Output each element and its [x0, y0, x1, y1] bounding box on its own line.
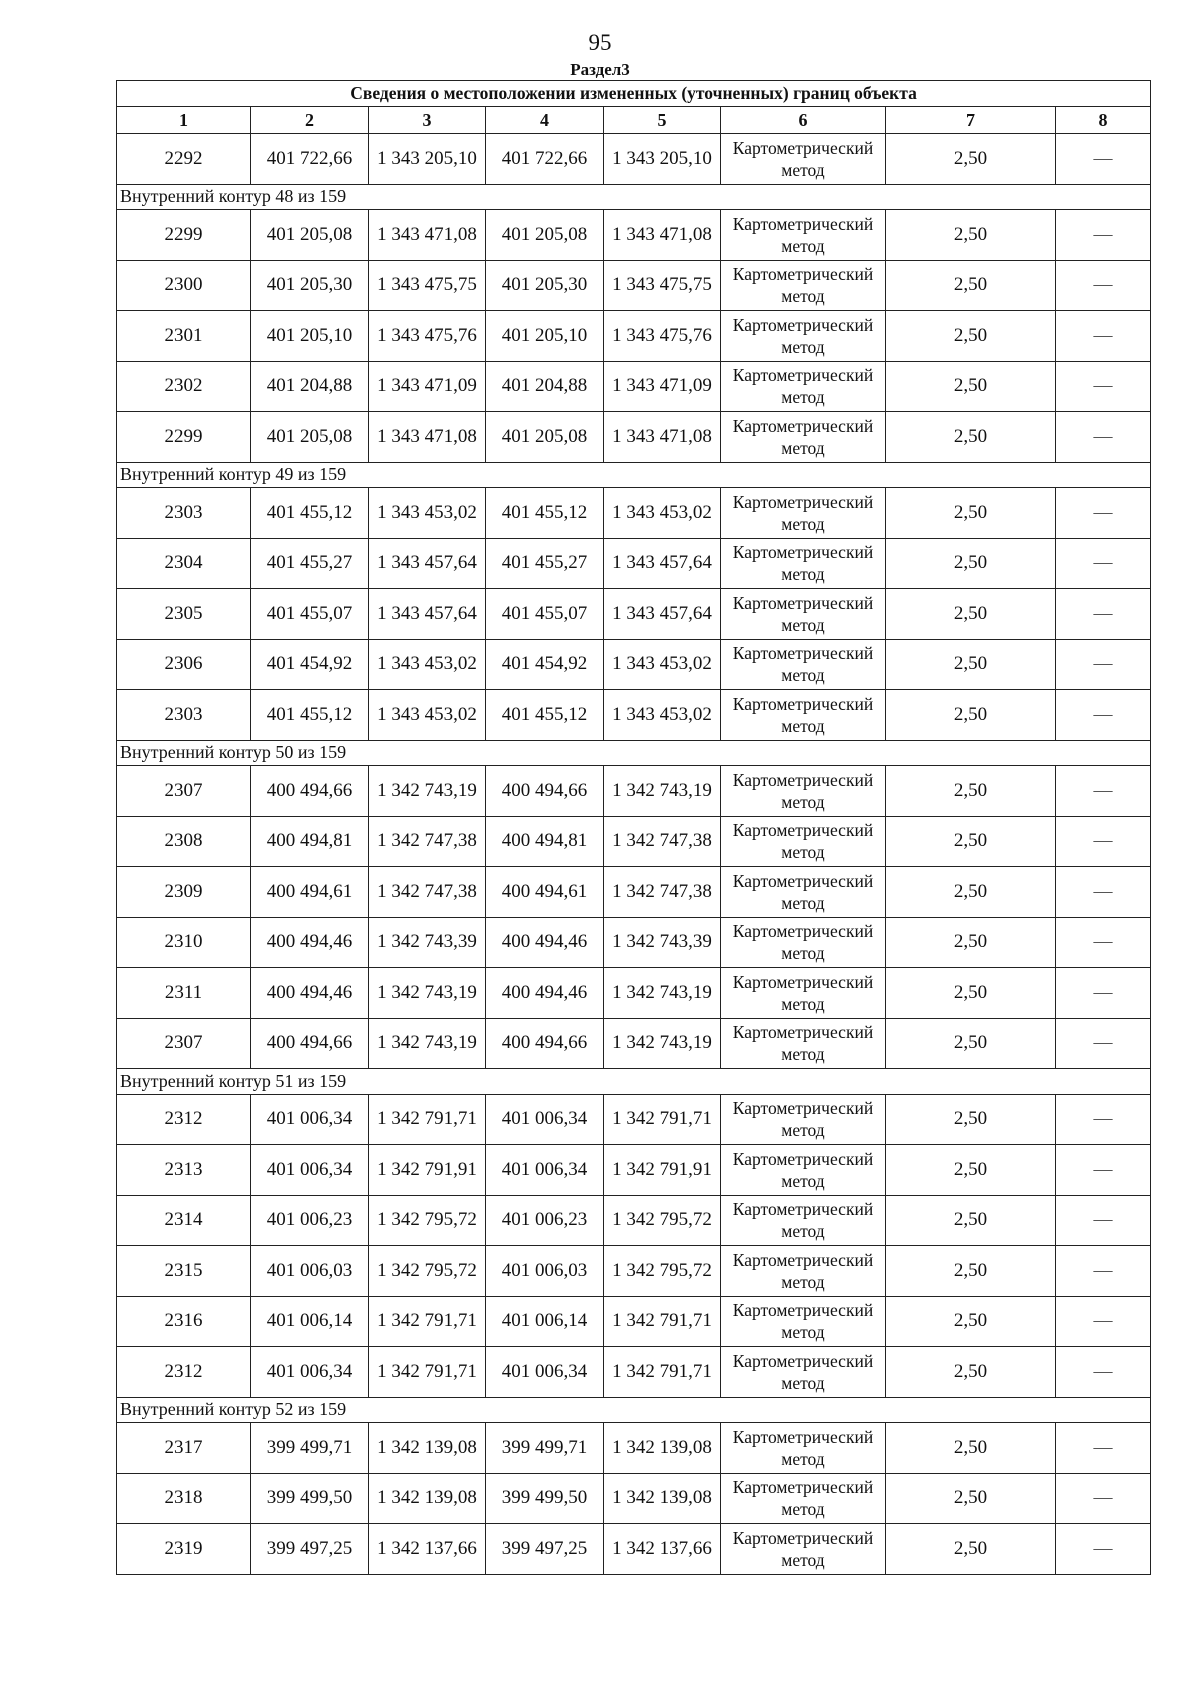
cell-point-number: 2299 [117, 412, 251, 463]
cell-accuracy: 2,50 [886, 361, 1056, 412]
cell-method: Картометрический метод [721, 1195, 886, 1246]
table-row [117, 1473, 1151, 1524]
cell-description: — [1056, 1423, 1151, 1474]
cell-x-new: 401 006,34 [486, 1347, 604, 1398]
section-title: Раздел3 [570, 60, 630, 79]
table-caption: Сведения о местоположении измененных (уточненных) границ объекта [117, 81, 1151, 107]
cell-y-new: 1 342 139,08 [604, 1423, 721, 1474]
cell-point-number: 2314 [117, 1195, 251, 1246]
cell-accuracy: 2,50 [886, 311, 1056, 362]
cell-x-old: 401 455,12 [251, 690, 369, 741]
page-number: 95 [588, 30, 612, 55]
cell-method: Картометрический метод [721, 589, 886, 640]
cell-accuracy: 2,50 [886, 1195, 1056, 1246]
cell-y-new: 1 343 457,64 [604, 538, 721, 589]
cell-y-new: 1 342 747,38 [604, 816, 721, 867]
cell-x-new: 400 494,61 [486, 867, 604, 918]
cell-x-old: 401 006,34 [251, 1145, 369, 1196]
cell-accuracy: 2,50 [886, 766, 1056, 817]
cell-point-number: 2318 [117, 1473, 251, 1524]
cell-x-old: 401 205,10 [251, 311, 369, 362]
cell-y-old: 1 342 743,39 [369, 917, 486, 968]
cell-x-old: 401 204,88 [251, 361, 369, 412]
cell-method: Картометрический метод [721, 867, 886, 918]
cell-y-new: 1 342 747,38 [604, 867, 721, 918]
cell-x-new: 399 497,25 [486, 1524, 604, 1575]
cell-description: — [1056, 412, 1151, 463]
cell-x-new: 401 205,10 [486, 311, 604, 362]
cell-description: — [1056, 690, 1151, 741]
cell-x-old: 401 455,12 [251, 488, 369, 539]
cell-method: Картометрический метод [721, 1296, 886, 1347]
cell-description: — [1056, 1246, 1151, 1297]
cell-x-old: 401 205,08 [251, 412, 369, 463]
cell-y-new: 1 343 453,02 [604, 488, 721, 539]
cell-y-new: 1 342 139,08 [604, 1473, 721, 1524]
cell-method: Картометрический метод [721, 1145, 886, 1196]
cell-y-old: 1 343 471,08 [369, 412, 486, 463]
cell-y-new: 1 342 791,91 [604, 1145, 721, 1196]
cell-point-number: 2307 [117, 1018, 251, 1069]
table-row [117, 589, 1151, 640]
cell-y-old: 1 343 453,02 [369, 488, 486, 539]
table-row [117, 816, 1151, 867]
cell-method: Картометрический метод [721, 311, 886, 362]
cell-accuracy: 2,50 [886, 488, 1056, 539]
table-row [117, 917, 1151, 968]
cell-y-new: 1 343 475,76 [604, 311, 721, 362]
contour-label: Внутренний контур 48 из 159 [117, 184, 1151, 210]
cell-y-new: 1 343 453,02 [604, 639, 721, 690]
contour-row [117, 1397, 1151, 1423]
cell-point-number: 2319 [117, 1524, 251, 1575]
cell-y-new: 1 343 475,75 [604, 260, 721, 311]
cell-description: — [1056, 1018, 1151, 1069]
cell-description: — [1056, 488, 1151, 539]
cell-x-old: 399 499,71 [251, 1423, 369, 1474]
cell-x-new: 401 455,12 [486, 690, 604, 741]
cell-x-new: 401 455,12 [486, 488, 604, 539]
cell-x-new: 400 494,46 [486, 968, 604, 1019]
table-row [117, 260, 1151, 311]
cell-description: — [1056, 968, 1151, 1019]
cell-accuracy: 2,50 [886, 589, 1056, 640]
cell-method: Картометрический метод [721, 412, 886, 463]
table-row [117, 1296, 1151, 1347]
column-header-1: 1 [117, 107, 251, 134]
cell-description: — [1056, 1347, 1151, 1398]
cell-method: Картометрический метод [721, 816, 886, 867]
column-header-8: 8 [1056, 107, 1151, 134]
table-row [117, 1145, 1151, 1196]
column-header-2: 2 [251, 107, 369, 134]
cell-description: — [1056, 867, 1151, 918]
cell-y-old: 1 343 453,02 [369, 639, 486, 690]
cell-method: Картометрический метод [721, 1524, 886, 1575]
cell-description: — [1056, 766, 1151, 817]
cell-point-number: 2292 [117, 134, 251, 185]
column-header-7: 7 [886, 107, 1056, 134]
cell-x-old: 401 006,14 [251, 1296, 369, 1347]
cell-y-old: 1 342 743,19 [369, 766, 486, 817]
cell-x-new: 401 454,92 [486, 639, 604, 690]
cell-y-old: 1 343 453,02 [369, 690, 486, 741]
contour-row [117, 740, 1151, 766]
cell-method: Картометрический метод [721, 639, 886, 690]
cell-y-new: 1 343 453,02 [604, 690, 721, 741]
cell-description: — [1056, 589, 1151, 640]
cell-y-old: 1 343 475,76 [369, 311, 486, 362]
cell-y-new: 1 343 457,64 [604, 589, 721, 640]
cell-x-new: 401 006,14 [486, 1296, 604, 1347]
cell-x-new: 400 494,81 [486, 816, 604, 867]
cell-point-number: 2303 [117, 488, 251, 539]
contour-label: Внутренний контур 49 из 159 [117, 462, 1151, 488]
cell-method: Картометрический метод [721, 1018, 886, 1069]
cell-y-new: 1 342 743,19 [604, 968, 721, 1019]
cell-point-number: 2317 [117, 1423, 251, 1474]
cell-description: — [1056, 538, 1151, 589]
cell-method: Картометрический метод [721, 1347, 886, 1398]
column-header-6: 6 [721, 107, 886, 134]
cell-description: — [1056, 1473, 1151, 1524]
cell-x-old: 401 455,07 [251, 589, 369, 640]
table-row [117, 867, 1151, 918]
table-row [117, 412, 1151, 463]
cell-accuracy: 2,50 [886, 1423, 1056, 1474]
cell-x-old: 400 494,46 [251, 968, 369, 1019]
cell-point-number: 2305 [117, 589, 251, 640]
contour-label: Внутренний контур 52 из 159 [117, 1397, 1151, 1423]
cell-y-old: 1 342 791,71 [369, 1296, 486, 1347]
cell-method: Картометрический метод [721, 488, 886, 539]
cell-accuracy: 2,50 [886, 1018, 1056, 1069]
cell-x-old: 399 499,50 [251, 1473, 369, 1524]
cell-x-new: 400 494,66 [486, 766, 604, 817]
cell-x-new: 401 205,08 [486, 210, 604, 261]
cell-y-old: 1 343 471,08 [369, 210, 486, 261]
cell-x-old: 400 494,46 [251, 917, 369, 968]
cell-x-old: 401 006,23 [251, 1195, 369, 1246]
cell-description: — [1056, 210, 1151, 261]
cell-x-new: 401 006,23 [486, 1195, 604, 1246]
cell-point-number: 2310 [117, 917, 251, 968]
cell-accuracy: 2,50 [886, 867, 1056, 918]
cell-x-new: 401 006,34 [486, 1094, 604, 1145]
table-row [117, 488, 1151, 539]
cell-y-old: 1 343 457,64 [369, 538, 486, 589]
table-row [117, 1347, 1151, 1398]
cell-accuracy: 2,50 [886, 639, 1056, 690]
cell-point-number: 2313 [117, 1145, 251, 1196]
table-row [117, 639, 1151, 690]
cell-method: Картометрический метод [721, 260, 886, 311]
table-row [117, 1423, 1151, 1474]
column-header-3: 3 [369, 107, 486, 134]
cell-point-number: 2311 [117, 968, 251, 1019]
cell-x-new: 401 205,08 [486, 412, 604, 463]
table-row [117, 1524, 1151, 1575]
cell-point-number: 2315 [117, 1246, 251, 1297]
cell-y-new: 1 343 471,08 [604, 412, 721, 463]
cell-x-new: 401 204,88 [486, 361, 604, 412]
cell-accuracy: 2,50 [886, 917, 1056, 968]
cell-y-new: 1 342 743,19 [604, 766, 721, 817]
cell-x-old: 401 205,30 [251, 260, 369, 311]
cell-method: Картометрический метод [721, 968, 886, 1019]
cell-x-new: 399 499,50 [486, 1473, 604, 1524]
table-row [117, 968, 1151, 1019]
table-row [117, 1094, 1151, 1145]
cell-y-old: 1 342 743,19 [369, 968, 486, 1019]
cell-x-new: 400 494,46 [486, 917, 604, 968]
cell-description: — [1056, 639, 1151, 690]
table-row [117, 1195, 1151, 1246]
column-header-row [117, 107, 1151, 134]
cell-y-old: 1 342 791,71 [369, 1347, 486, 1398]
contour-label: Внутренний контур 50 из 159 [117, 740, 1151, 766]
cell-x-old: 401 205,08 [251, 210, 369, 261]
cell-y-new: 1 342 137,66 [604, 1524, 721, 1575]
cell-x-new: 401 455,07 [486, 589, 604, 640]
cell-point-number: 2303 [117, 690, 251, 741]
cell-x-old: 400 494,66 [251, 1018, 369, 1069]
cell-description: — [1056, 260, 1151, 311]
cell-y-old: 1 342 795,72 [369, 1246, 486, 1297]
cell-accuracy: 2,50 [886, 1145, 1056, 1196]
cell-y-old: 1 342 791,91 [369, 1145, 486, 1196]
cell-x-old: 401 006,34 [251, 1094, 369, 1145]
cell-x-new: 401 455,27 [486, 538, 604, 589]
cell-description: — [1056, 311, 1151, 362]
cell-method: Картометрический метод [721, 917, 886, 968]
table-row [117, 690, 1151, 741]
cell-y-new: 1 342 795,72 [604, 1246, 721, 1297]
cell-x-old: 400 494,66 [251, 766, 369, 817]
cell-method: Картометрический метод [721, 1246, 886, 1297]
cell-y-old: 1 342 795,72 [369, 1195, 486, 1246]
cell-y-old: 1 342 139,08 [369, 1423, 486, 1474]
cell-x-new: 401 205,30 [486, 260, 604, 311]
cell-accuracy: 2,50 [886, 968, 1056, 1019]
cell-y-new: 1 342 743,19 [604, 1018, 721, 1069]
cell-x-old: 401 006,34 [251, 1347, 369, 1398]
cell-method: Картометрический метод [721, 690, 886, 741]
cell-x-new: 401 722,66 [486, 134, 604, 185]
table-row [117, 538, 1151, 589]
cell-y-old: 1 343 471,09 [369, 361, 486, 412]
table-row [117, 311, 1151, 362]
cell-y-new: 1 343 471,08 [604, 210, 721, 261]
cell-accuracy: 2,50 [886, 260, 1056, 311]
cell-point-number: 2312 [117, 1347, 251, 1398]
cell-y-old: 1 342 139,08 [369, 1473, 486, 1524]
cell-x-old: 399 497,25 [251, 1524, 369, 1575]
cell-method: Картометрический метод [721, 538, 886, 589]
cell-y-old: 1 342 747,38 [369, 816, 486, 867]
cell-method: Картометрический метод [721, 134, 886, 185]
cell-y-old: 1 343 205,10 [369, 134, 486, 185]
table-row [117, 766, 1151, 817]
cell-accuracy: 2,50 [886, 412, 1056, 463]
cell-method: Картометрический метод [721, 210, 886, 261]
table-row [117, 1018, 1151, 1069]
cell-accuracy: 2,50 [886, 1246, 1056, 1297]
cell-x-old: 400 494,61 [251, 867, 369, 918]
cell-method: Картометрический метод [721, 1473, 886, 1524]
cell-description: — [1056, 1195, 1151, 1246]
cell-point-number: 2316 [117, 1296, 251, 1347]
cell-y-old: 1 342 743,19 [369, 1018, 486, 1069]
contour-row [117, 184, 1151, 210]
cell-description: — [1056, 816, 1151, 867]
table-row [117, 210, 1151, 261]
cell-y-new: 1 342 795,72 [604, 1195, 721, 1246]
cell-accuracy: 2,50 [886, 1524, 1056, 1575]
cell-x-new: 401 006,03 [486, 1246, 604, 1297]
table-row [117, 1246, 1151, 1297]
cell-point-number: 2308 [117, 816, 251, 867]
cell-accuracy: 2,50 [886, 134, 1056, 185]
cell-method: Картометрический метод [721, 361, 886, 412]
cell-description: — [1056, 1296, 1151, 1347]
cell-y-old: 1 343 475,75 [369, 260, 486, 311]
cell-description: — [1056, 1094, 1151, 1145]
contour-label: Внутренний контур 51 из 159 [117, 1069, 1151, 1095]
cell-point-number: 2301 [117, 311, 251, 362]
cell-y-new: 1 343 205,10 [604, 134, 721, 185]
cell-accuracy: 2,50 [886, 1094, 1056, 1145]
column-header-4: 4 [486, 107, 604, 134]
cell-accuracy: 2,50 [886, 1473, 1056, 1524]
cell-x-new: 401 006,34 [486, 1145, 604, 1196]
cell-point-number: 2304 [117, 538, 251, 589]
cell-point-number: 2312 [117, 1094, 251, 1145]
cell-y-old: 1 342 791,71 [369, 1094, 486, 1145]
cell-x-new: 400 494,66 [486, 1018, 604, 1069]
cell-y-old: 1 342 137,66 [369, 1524, 486, 1575]
cell-description: — [1056, 1524, 1151, 1575]
cell-accuracy: 2,50 [886, 210, 1056, 261]
contour-row [117, 462, 1151, 488]
cell-method: Картометрический метод [721, 766, 886, 817]
cell-point-number: 2309 [117, 867, 251, 918]
cell-description: — [1056, 1145, 1151, 1196]
cell-y-new: 1 342 791,71 [604, 1296, 721, 1347]
cell-description: — [1056, 134, 1151, 185]
cell-point-number: 2300 [117, 260, 251, 311]
cell-x-old: 401 722,66 [251, 134, 369, 185]
contour-row [117, 1069, 1151, 1095]
cell-accuracy: 2,50 [886, 1296, 1056, 1347]
cell-y-old: 1 343 457,64 [369, 589, 486, 640]
cell-y-old: 1 342 747,38 [369, 867, 486, 918]
cell-point-number: 2306 [117, 639, 251, 690]
cell-y-new: 1 343 471,09 [604, 361, 721, 412]
cell-x-old: 401 454,92 [251, 639, 369, 690]
cell-point-number: 2302 [117, 361, 251, 412]
boundary-coordinates-table [116, 80, 1151, 1575]
cell-accuracy: 2,50 [886, 816, 1056, 867]
cell-y-new: 1 342 791,71 [604, 1094, 721, 1145]
cell-x-new: 399 499,71 [486, 1423, 604, 1474]
cell-method: Картометрический метод [721, 1094, 886, 1145]
table-row [117, 361, 1151, 412]
cell-description: — [1056, 917, 1151, 968]
cell-point-number: 2299 [117, 210, 251, 261]
cell-y-new: 1 342 791,71 [604, 1347, 721, 1398]
column-header-5: 5 [604, 107, 721, 134]
cell-x-old: 401 455,27 [251, 538, 369, 589]
cell-x-old: 400 494,81 [251, 816, 369, 867]
cell-y-new: 1 342 743,39 [604, 917, 721, 968]
table-row [117, 134, 1151, 185]
cell-description: — [1056, 361, 1151, 412]
cell-accuracy: 2,50 [886, 538, 1056, 589]
cell-accuracy: 2,50 [886, 1347, 1056, 1398]
cell-x-old: 401 006,03 [251, 1246, 369, 1297]
cell-method: Картометрический метод [721, 1423, 886, 1474]
table-body [117, 134, 1151, 1575]
cell-accuracy: 2,50 [886, 690, 1056, 741]
cell-point-number: 2307 [117, 766, 251, 817]
